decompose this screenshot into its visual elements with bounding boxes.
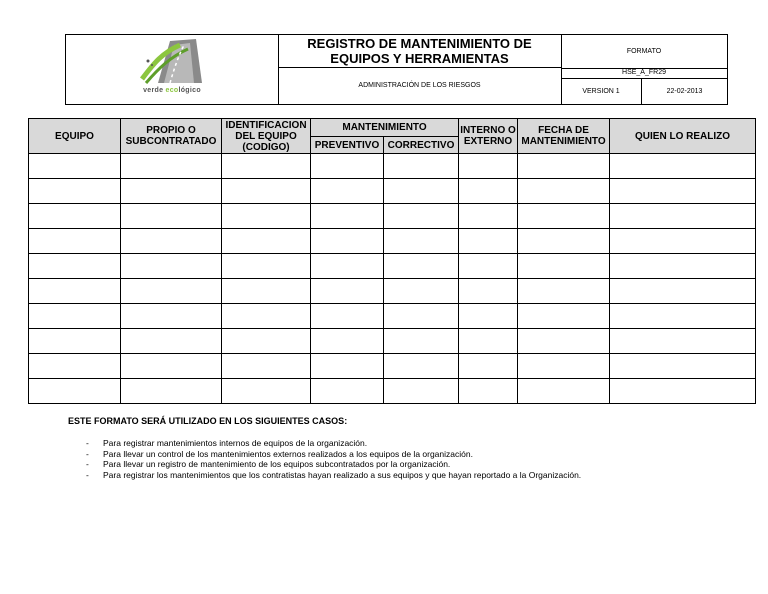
table-row <box>29 379 756 404</box>
table-cell[interactable] <box>459 379 518 404</box>
table-cell[interactable] <box>610 229 756 254</box>
table-cell[interactable] <box>384 154 459 179</box>
table-cell[interactable] <box>29 179 121 204</box>
table-cell[interactable] <box>121 304 222 329</box>
table-cell[interactable] <box>311 329 384 354</box>
table-cell[interactable] <box>222 354 311 379</box>
table-cell[interactable] <box>518 379 610 404</box>
document-header <box>65 34 728 105</box>
table-cell[interactable] <box>29 379 121 404</box>
table-cell[interactable] <box>610 304 756 329</box>
table-cell[interactable] <box>610 379 756 404</box>
table-cell[interactable] <box>384 304 459 329</box>
table-cell[interactable] <box>518 154 610 179</box>
table-cell[interactable] <box>121 379 222 404</box>
table-row <box>29 179 756 204</box>
table-cell[interactable] <box>222 254 311 279</box>
notes-title: ESTE FORMATO SERÁ UTILIZADO EN LOS SIGUIENTES CASOS: <box>68 416 348 426</box>
table-cell[interactable] <box>29 279 121 304</box>
table-cell[interactable] <box>384 254 459 279</box>
table-cell[interactable] <box>610 329 756 354</box>
table-cell[interactable] <box>29 229 121 254</box>
table-cell[interactable] <box>29 304 121 329</box>
col-quien: QUIEN LO REALIZO <box>610 119 756 154</box>
logo-text: verde ecológico <box>143 87 201 94</box>
version-label: VERSION 1 <box>561 79 642 104</box>
table-cell[interactable] <box>121 154 222 179</box>
col-equipo: EQUIPO <box>29 119 121 154</box>
table-cell[interactable] <box>384 354 459 379</box>
bullet-dash: - <box>86 459 89 469</box>
info-cell <box>561 35 727 104</box>
list-item: - Para registrar los mantenimientos que los contratistas hayan realizado a sus equipos y que hayan reportado a la Organización. <box>86 469 582 480</box>
table-row <box>29 154 756 179</box>
table-cell[interactable] <box>610 154 756 179</box>
table-cell[interactable] <box>29 254 121 279</box>
table-cell[interactable] <box>121 254 222 279</box>
table-cell[interactable] <box>610 179 756 204</box>
table-cell[interactable] <box>459 329 518 354</box>
table-cell[interactable] <box>518 279 610 304</box>
table-cell[interactable] <box>459 154 518 179</box>
bullet-dash: - <box>86 438 89 448</box>
maintenance-table <box>28 118 756 404</box>
table-cell[interactable] <box>518 204 610 229</box>
version-date: 22-02-2013 <box>666 88 703 95</box>
table-cell[interactable] <box>311 354 384 379</box>
table-row <box>29 279 756 304</box>
format-code: HSE_A_FR29 <box>561 68 727 79</box>
col-propio: PROPIO O SUBCONTRATADO <box>121 119 222 154</box>
table-cell[interactable] <box>311 179 384 204</box>
logo-cell <box>66 35 279 104</box>
table-row <box>29 204 756 229</box>
table-body <box>29 154 756 404</box>
bullet-dash: - <box>86 448 89 459</box>
table-cell[interactable] <box>311 154 384 179</box>
table-cell[interactable] <box>459 304 518 329</box>
table-cell[interactable] <box>459 354 518 379</box>
col-preventivo: PREVENTIVO <box>311 137 384 154</box>
table-cell[interactable] <box>311 229 384 254</box>
table-cell[interactable] <box>384 279 459 304</box>
notes-list <box>86 438 581 480</box>
list-item: - Para registrar mantenimientos internos de equipos de la organización. <box>86 438 368 448</box>
col-identificacion: IDENTIFICACION DEL EQUIPO (CODIGO) <box>222 119 311 154</box>
table-cell[interactable] <box>311 304 384 329</box>
table-cell[interactable] <box>518 179 610 204</box>
table-cell[interactable] <box>222 179 311 204</box>
table-cell[interactable] <box>311 279 384 304</box>
document-title: REGISTRO DE MANTENIMIENTO DE EQUIPOS Y HERRAMIENTAS <box>278 35 561 68</box>
table-cell[interactable] <box>121 279 222 304</box>
table-cell[interactable] <box>610 204 756 229</box>
table-cell[interactable] <box>311 254 384 279</box>
list-item: - Para llevar un control de los mantenimientos externos realizados a los equipos de la organización. <box>86 448 473 459</box>
table-cell[interactable] <box>29 204 121 229</box>
table-cell[interactable] <box>222 229 311 254</box>
format-label: FORMATO <box>561 35 727 69</box>
table-row <box>29 354 756 379</box>
table-cell[interactable] <box>311 379 384 404</box>
list-item: - Para llevar un registro de mantenimiento de los equipos subcontratados por la organización. <box>86 459 451 469</box>
table-cell[interactable] <box>459 254 518 279</box>
table-cell[interactable] <box>518 329 610 354</box>
table-cell[interactable] <box>121 329 222 354</box>
title-cell <box>278 35 562 104</box>
table-cell[interactable] <box>459 204 518 229</box>
col-fecha: FECHA DE MANTENIMIENTO <box>518 119 610 154</box>
table-cell[interactable] <box>610 354 756 379</box>
table-row <box>29 329 756 354</box>
table-cell[interactable] <box>121 204 222 229</box>
table-cell[interactable] <box>121 354 222 379</box>
table-cell[interactable] <box>518 354 610 379</box>
table-cell[interactable] <box>384 329 459 354</box>
table-cell[interactable] <box>384 204 459 229</box>
table-cell[interactable] <box>459 179 518 204</box>
table-cell[interactable] <box>518 254 610 279</box>
table-cell[interactable] <box>459 279 518 304</box>
table-cell[interactable] <box>29 354 121 379</box>
table-cell[interactable] <box>29 329 121 354</box>
table-cell[interactable] <box>459 229 518 254</box>
table-cell[interactable] <box>384 379 459 404</box>
table-row <box>29 229 756 254</box>
table-cell[interactable] <box>222 329 311 354</box>
col-interno: INTERNO O EXTERNO <box>459 119 518 154</box>
table-cell[interactable] <box>384 229 459 254</box>
document-subtitle: ADMINISTRACIÓN DE LOS RIESGOS <box>358 82 481 89</box>
table-cell[interactable] <box>222 279 311 304</box>
table-cell[interactable] <box>384 179 459 204</box>
table-cell[interactable] <box>610 254 756 279</box>
table-cell[interactable] <box>222 204 311 229</box>
table-cell[interactable] <box>29 154 121 179</box>
table-cell[interactable] <box>222 379 311 404</box>
table-cell[interactable] <box>610 279 756 304</box>
table-cell[interactable] <box>121 229 222 254</box>
col-mantenimiento: MANTENIMIENTO <box>311 119 459 137</box>
table-cell[interactable] <box>222 154 311 179</box>
table-cell[interactable] <box>121 179 222 204</box>
table-cell[interactable] <box>518 229 610 254</box>
table-cell[interactable] <box>518 304 610 329</box>
col-correctivo: CORRECTIVO <box>384 137 459 154</box>
table-cell[interactable] <box>311 204 384 229</box>
table-cell[interactable] <box>222 304 311 329</box>
table-row <box>29 254 756 279</box>
company-logo <box>140 39 204 85</box>
bullet-dash: - <box>86 469 89 480</box>
table-row <box>29 304 756 329</box>
